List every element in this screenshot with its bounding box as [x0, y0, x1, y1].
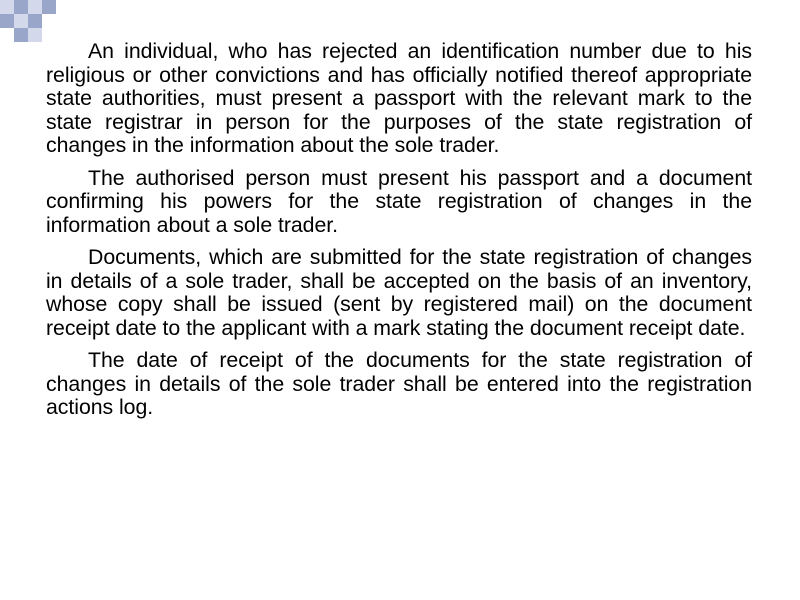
deco-square	[28, 0, 42, 14]
paragraph-receipt-date-log: The date of receipt of the documents for the state registration of changes in details of the sole trader shall be entered into the registration actions log.	[46, 348, 752, 419]
paragraph-documents-inventory: Documents, which are submitted for the state registration of changes in details of a sole trader, shall be accepted on the basis of an inventory, whose copy shall be issued (sent by registered mail) on the document receipt date to the applicant with a mark stating the document receipt date.	[46, 245, 752, 340]
deco-square	[0, 0, 14, 14]
deco-square	[14, 14, 28, 28]
deco-square	[28, 28, 42, 42]
deco-square	[28, 14, 42, 28]
deco-square	[0, 14, 14, 28]
paragraph-identification-number: An individual, who has rejected an identification number due to his religious or other convictions and has officially notified thereof appropriate state authorities, must present a passport with the relevant mark to the state registrar in person for the purposes of the state registration of changes in the information about the sole trader.	[46, 39, 752, 157]
deco-square	[42, 0, 56, 14]
deco-square	[14, 0, 28, 14]
paragraph-authorised-person: The authorised person must present his passport and a document confirming his powers for the state registration of changes in the information about a sole trader.	[46, 165, 752, 237]
slide-body-text	[46, 40, 752, 429]
deco-square	[14, 28, 28, 42]
